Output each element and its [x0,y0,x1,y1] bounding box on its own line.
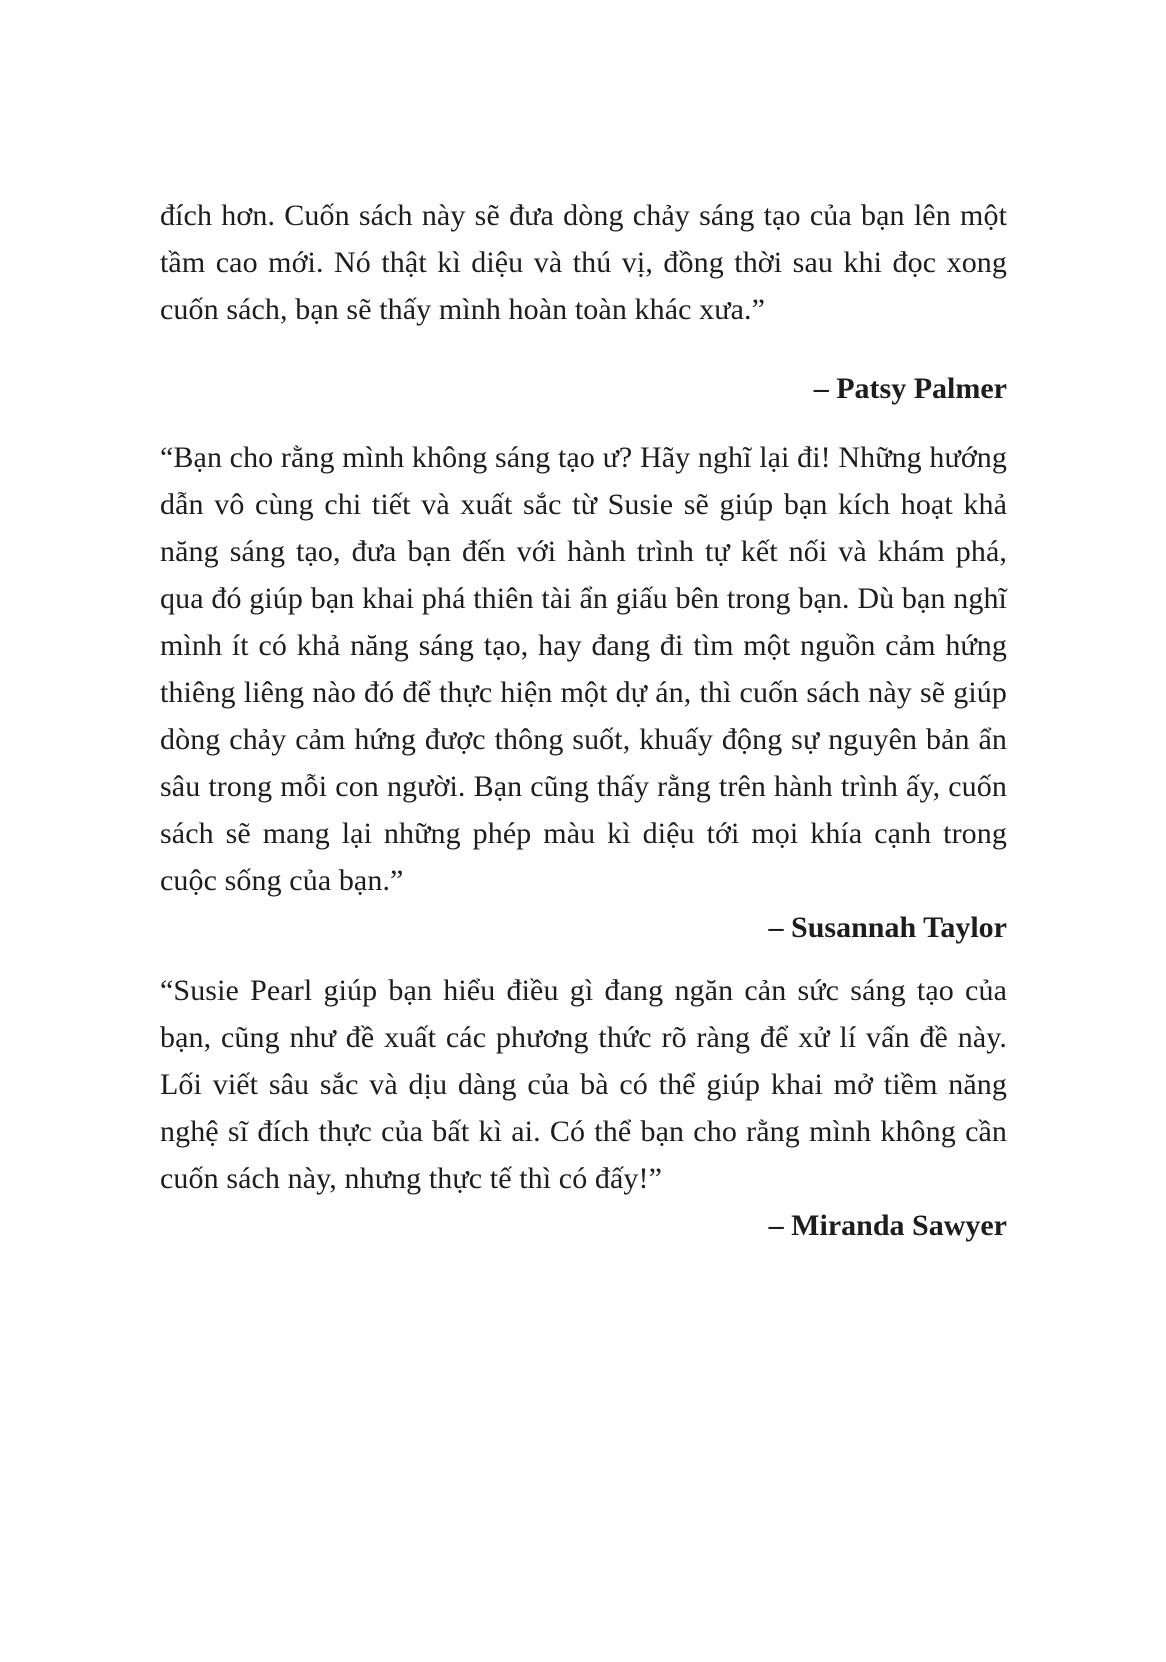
review-block-susannah-taylor [160,434,1007,951]
review-attribution: – Susannah Taylor [768,911,1007,944]
review-attribution: – Patsy Palmer [813,372,1007,405]
review-quote: “Susie Pearl giúp bạn hiểu điều gì đang ngăn cản sức sáng tạo của bạn, cũng như đề xuất các phương thức rõ ràng để xử lí vấn đề này. Lối viết sâu sắc và dịu dàng của bà có thể giúp khai mở tiềm năng nghệ sĩ đích thực của bất kì ai. Có thể bạn cho rằng mình không cần cuốn sách này, nhưng thực tế thì có đấy!” [160,974,1007,1195]
review-block-miranda-sawyer [160,967,1007,1249]
review-quote: đích hơn. Cuốn sách này sẽ đưa dòng chảy sáng tạo của bạn lên một tầm cao mới. Nó thật kì diệu và thú vị, đồng thời sau khi đọc xong cuốn sách, bạn sẽ thấy mình hoàn toàn khác xưa.” [160,199,1007,326]
review-attribution: – Miranda Sawyer [768,1209,1007,1242]
reviews-section [160,192,1007,1249]
review-quote: “Bạn cho rằng mình không sáng tạo ư? Hãy nghĩ lại đi! Những hướng dẫn vô cùng chi tiết và xuất sắc từ Susie sẽ giúp bạn kích hoạt khả năng sáng tạo, đưa bạn đến với hành trình tự kết nối và khám phá, qua đó giúp bạn khai phá thiên tài ẩn giấu bên trong bạn. Dù bạn nghĩ mình ít có khả năng sáng tạo, hay đang đi tìm một nguồn cảm hứng thiêng liêng nào đó để thực hiện một dự án, thì cuốn sách này sẽ giúp dòng chảy cảm hứng được thông suốt, khuấy động sự nguyên bản ẩn sâu trong mỗi con người. Bạn cũng thấy rằng trên hành trình ấy, cuốn sách sẽ mang lại những phép màu kì diệu tới mọi khía cạnh trong cuộc sống của bạn.” [160,441,1007,897]
review-block-patsy-palmer [160,192,1007,412]
